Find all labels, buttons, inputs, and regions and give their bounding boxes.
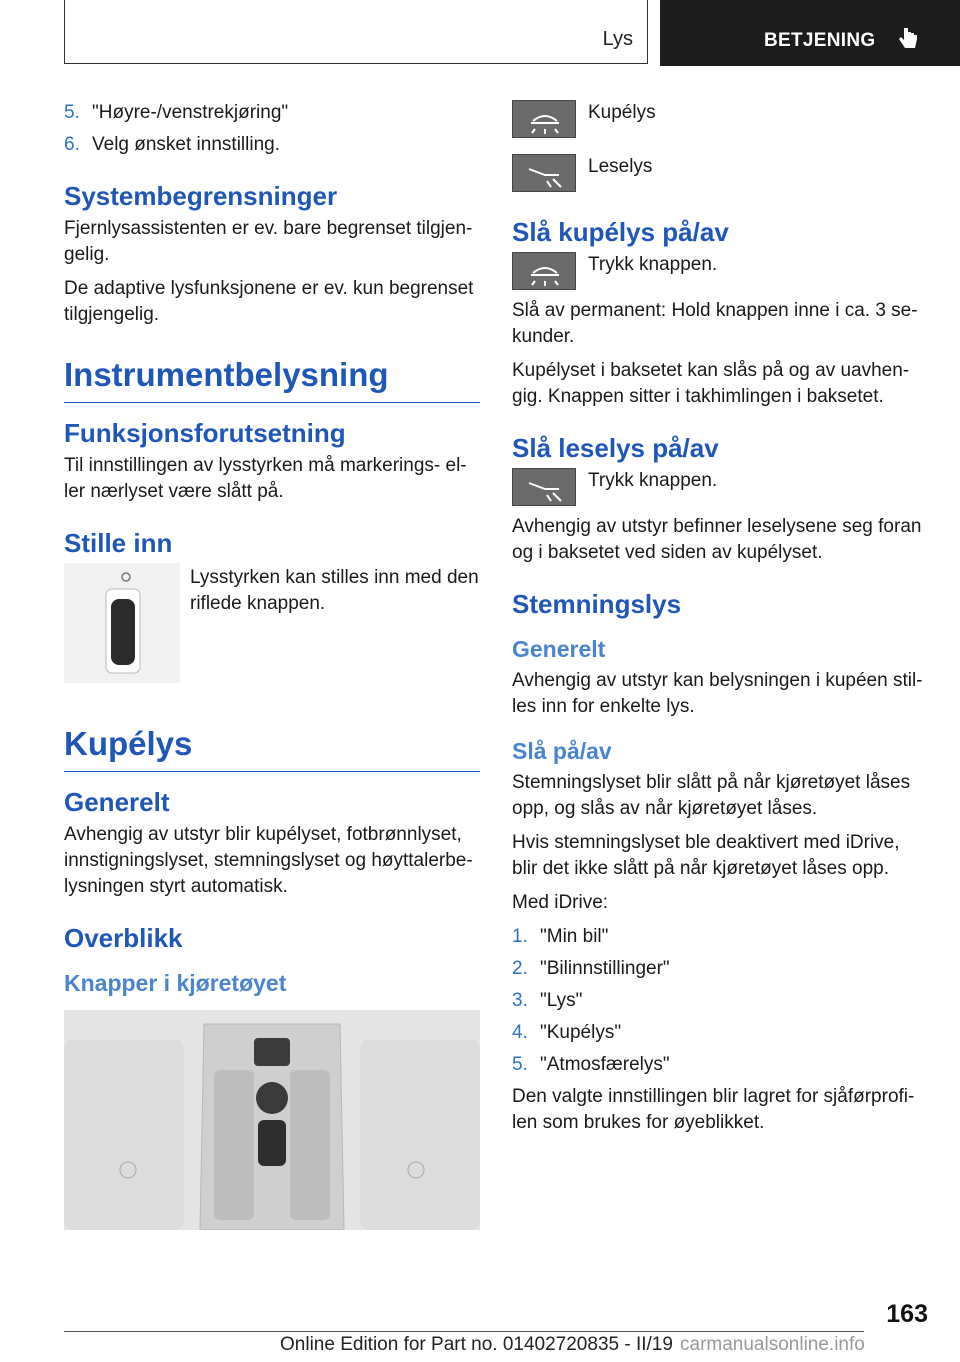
chapter-title: BETJENING [764,30,876,51]
heading-instrumentbelysning: Instrumentbelysning [64,354,480,403]
leselys-press-row: Trykk knappen. [512,468,928,506]
list-item: 5. "Atmosfærelys" [512,1054,670,1075]
paragraph: Avhengig av utstyr befinner leselysene seg foran og i baksetet ved siden av kupélyset. [512,516,922,563]
paragraph: De adaptive lysfunksjonene er ev. kun begrenset tilgjengelig. [64,278,474,325]
heading-systembegrensninger: Systembegrensninger [64,181,338,211]
section-tab [64,0,648,64]
heading-sla-kupelys: Slå kupélys på/av [512,217,729,247]
reading-light-icon [512,468,576,506]
paragraph: Hvis stemningslyset ble deaktivert med iDrive, blir det ikke slått på når kjøretøyet låses opp. [512,832,900,879]
heading-stemningslys: Stemningslys [512,589,682,619]
footer-divider [64,1331,864,1332]
dimmer-wheel-image [64,563,180,683]
roof-console-image [64,1010,480,1230]
heading-stille-inn: Stille inn [64,528,173,558]
list-item: 5. "Høyre-/venstrekjøring" [64,102,289,123]
heading-generelt: Generelt [512,636,606,662]
paragraph: Lysstyrken kan stilles inn med den riflede knappen. [190,567,479,614]
heading-overblikk: Overblikk [64,923,183,953]
list-item: 2. "Bilinnstillinger" [512,958,670,979]
paragraph: Med iDrive: [512,892,609,913]
list-item: 4. "Kupélys" [512,1022,622,1043]
list-item: 6. Velg ønsket innstilling. [64,134,280,155]
paragraph: Fjernlysassistenten er ev. bare begrenset tilgjen‐ gelig. [64,218,473,265]
heading-kupelys: Kupélys [64,723,480,772]
interior-light-icon [512,252,576,290]
list-item: 1. "Min bil" [512,926,609,947]
paragraph: Stemningslyset blir slått på når kjøretøyet låses opp, og slås av når kjøretøyet låses. [512,772,911,819]
page-number: 163 [886,1300,928,1328]
edition-note: Online Edition for Part no. 01402720835 - II/19 [280,1334,673,1355]
watermark: carmanualsonline.info [680,1334,865,1355]
section-title: Lys [602,28,633,50]
paragraph: Avhengig av utstyr kan belysningen i kupéen stil‐ les inn for enkelte lys. [512,670,923,717]
button-label: Kupélys [588,102,656,123]
kupelys-button-row [512,100,928,138]
leselys-button-row [512,154,928,192]
paragraph: Den valgte innstillingen blir lagret for sjåførprofi‐ len som brukes for øyeblikket. [512,1086,915,1133]
left-column [64,100,480,1230]
paragraph: Til innstillingen av lysstyrken må markerings‐ el‐ ler nærlyset være slått på. [64,455,467,502]
heading-sla-leselys: Slå leselys på/av [512,433,719,463]
dimmer-figure [64,563,480,683]
paragraph: Avhengig av utstyr blir kupélyset, fotbrønnlyset, innstigningslyset, stemningslyset og høyttalerbe‐ lysningen styrt automatisk. [64,824,473,897]
heading-knapper: Knapper i kjøretøyet [64,970,287,996]
hand-pointer-icon [896,26,920,54]
heading-sla-pa-av: Slå på/av [512,738,612,764]
heading-funksjonsforutsetning: Funksjonsforutsetning [64,418,346,448]
list-item: 3. "Lys" [512,990,583,1011]
right-column [512,100,928,1144]
heading-generelt: Generelt [64,787,170,817]
interior-light-icon [512,100,576,138]
kupelys-press-row: Trykk knappen. [512,252,928,290]
page-header [0,0,960,66]
paragraph: Slå av permanent: Hold knappen inne i ca. 3 se‐ kunder. [512,300,918,347]
button-label: Leselys [588,156,653,177]
paragraph: Kupélyset i baksetet kan slås på og av uavhen‐ gig. Knappen sitter i takhimlingen i baksetet. [512,360,910,407]
chapter-tab [660,0,960,66]
reading-light-icon [512,154,576,192]
